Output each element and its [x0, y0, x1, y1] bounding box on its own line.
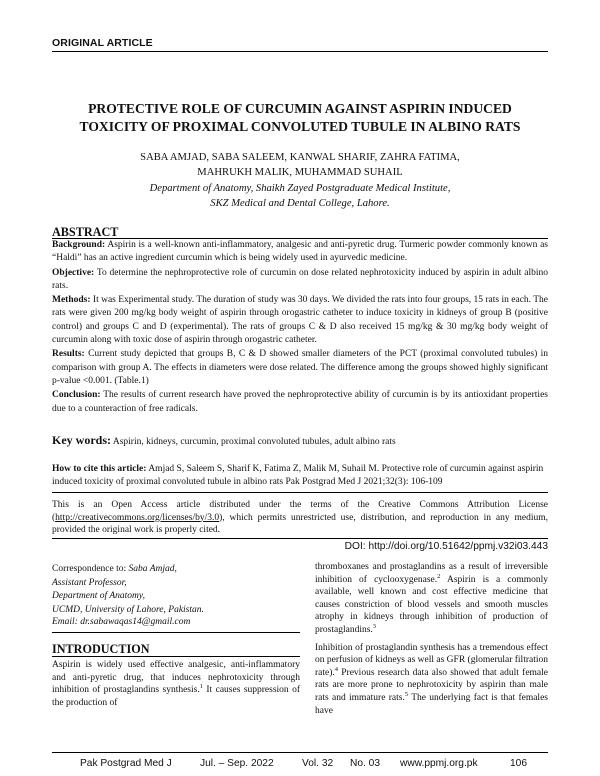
- conclusion-text: The results of current research have proved the nephroprotective ability of curcumin is by its antioxidant properties due to a counteraction of free radicals.: [52, 390, 548, 414]
- intro-ref-1: 1: [199, 683, 203, 691]
- title-line-2: TOXICITY OF PROXIMAL CONVOLUTED TUBULE IN ALBINO RATS: [79, 119, 521, 134]
- methods-label: Methods:: [52, 295, 91, 306]
- authors-line-2: MAHRUKH MALIK, MUHAMMAD SUHAIL: [197, 167, 403, 178]
- abstract-heading: ABSTRACT: [52, 225, 119, 239]
- col2-p1-cont: Aspirin is a commonly available, well known and cost effective medicine that causes constriction of blood vessels and smooth muscles atrophy in kidneys through inhibition of production of prostaglandins.: [315, 574, 549, 635]
- article-type-label: ORIGINAL ARTICLE: [52, 37, 153, 49]
- abstract-objective: [52, 267, 548, 294]
- objective-label: Objective:: [52, 267, 95, 278]
- authors-line-1: SABA AMJAD, SABA SALEEM, KANWAL SHARIF, ZAHRA FATIMA,: [140, 152, 460, 163]
- header-rule: [52, 51, 548, 52]
- correspondence-institution: UCMD, University of Lahore, Pakistan.: [52, 604, 204, 615]
- introduction-heading: INTRODUCTION: [52, 642, 150, 656]
- correspondence-rule: [52, 632, 300, 633]
- abstract-results: [52, 348, 548, 388]
- license-rule: [52, 538, 548, 539]
- col2-ref-3: 3: [372, 622, 377, 630]
- methods-text: It was Experimental study. The duration of study was 30 days. We divided the rats into four groups, 15 rats in each. The rats were given 200 mg/kg body weight of aspirin through orogastric catheter to induce toxicity in kidneys of group B (positive control) and groups C and D (experimental). The rats of groups C & D also received 15 mg/kg & 30 mg/kg body weight of curcumin along with toxic dose of aspirin through orogastric catheter.: [52, 295, 549, 346]
- col2-p1-text: thromboxanes and prostaglandins as a result of irreversible inhibition of cyclooxygenase.: [315, 562, 548, 585]
- col2-p2-end: The underlying fact is that females have: [315, 692, 548, 716]
- results-text: Current study depicted that groups B, C & D showed smaller diameters of the PCT (proximal convoluted tubules) in comparison with group A. The effects in diameters were dose related. The difference among the groups showed highly significant p-value <0.001. (Table.1): [52, 349, 549, 386]
- abstract-methods: [52, 294, 548, 347]
- correspondence-name: Saba Amjad,: [128, 564, 177, 574]
- intro-text-end: It causes suppression of the production of: [52, 685, 301, 708]
- keywords-label: Key words:: [52, 433, 111, 447]
- correspondence-line-1: [52, 563, 300, 577]
- col2-paragraph-1: [315, 561, 548, 637]
- title-line-1: PROTECTIVE ROLE OF CURCUMIN AGAINST ASPIRIN INDUCED: [88, 101, 512, 116]
- background-text: Aspirin is a well-known anti-inflammatory, analgesic and anti-pyretic drug. Turmeric powder commonly known as “Haldi” has an active ingredient curcumin which is being widely used in ayurvedic medicine.: [52, 240, 548, 264]
- col2-paragraph-2: [315, 642, 548, 718]
- footer-number: No. 03: [350, 758, 381, 769]
- conclusion-label: Conclusion:: [52, 390, 101, 401]
- footer-volume: Vol. 32: [302, 758, 334, 769]
- citation: [52, 463, 548, 489]
- introduction-paragraph: [52, 659, 300, 709]
- affiliation-line-2: SKZ Medical and Dental College, Lahore.: [210, 198, 390, 209]
- footer-website[interactable]: www.ppmj.org.pk: [400, 758, 478, 769]
- background-label: Background:: [52, 240, 106, 250]
- doi-link[interactable]: DOI: http://doi.org/10.51642/ppmj.v32i03.443: [344, 541, 548, 552]
- license-text-after: ), which permits unrestricted use, distribution, and reproduction in any medium, provided the original work is properly cited.: [52, 512, 548, 535]
- introduction-rule: [52, 656, 300, 657]
- keywords: [52, 433, 548, 448]
- objective-text: To determine the nephroprotective role of curcumin on dose related nephrotoxicity induced by aspirin in adult albino rats.: [52, 267, 548, 291]
- results-label: Results:: [52, 349, 85, 360]
- col2-ref-5: 5: [404, 690, 409, 698]
- citation-rule: [52, 492, 548, 493]
- right-column-text: [315, 561, 548, 722]
- license-notice: [52, 499, 548, 537]
- license-link[interactable]: http://creativecommons.org/licenses/by/3.0: [55, 512, 220, 523]
- citation-authors: Amjad S, Saleem S, Sharif K, Fatima Z, Malik M, Suhail M.: [148, 464, 380, 474]
- abstract-body: [52, 239, 548, 416]
- citation-text: Protective role of curcumin against aspirin induced toxicity of proximal convoluted tubule in albino rats Pak Postgrad Med J 2021;32(3): 106-109: [52, 464, 544, 487]
- correspondence-department: Department of Anatomy,: [52, 591, 145, 601]
- affiliation-line-1: Department of Anatomy, Shaikh Zayed Postgraduate Medical Institute,: [149, 183, 451, 194]
- footer-rule: [52, 752, 548, 753]
- abstract-conclusion: [52, 389, 548, 416]
- abstract-background: [52, 239, 548, 266]
- correspondence-title: Assistant Professor,: [52, 577, 127, 588]
- col2-ref-4: 4: [334, 665, 339, 673]
- correspondence-email[interactable]: Email: dr.sabawaqas14@gmail.com: [52, 617, 191, 627]
- footer-issue-date: Jul. – Sep. 2022: [200, 758, 274, 769]
- author-list: [60, 150, 540, 180]
- correspondence-label: Correspondence to:: [52, 564, 127, 574]
- col2-p2-cont: Previous research data also showed that adult female rats are more prone to nephrotoxicity by aspirin than male rats and immature rats.: [315, 667, 548, 703]
- footer-page-number: 106: [510, 758, 527, 769]
- footer-journal: Pak Postgrad Med J: [80, 758, 172, 769]
- col2-ref-2: 2: [437, 572, 441, 580]
- correspondence-block: [52, 563, 300, 617]
- intro-text: Aspirin is widely used effective analgesic, anti-inflammatory and anti-pyretic drug, that induces nephrotoxicity through inhibition of prostaglandins synthesis.: [52, 660, 300, 696]
- citation-label: How to cite this article:: [52, 464, 147, 474]
- affiliation: [60, 181, 540, 211]
- col2-p2-text: Inhibition of prostaglandin synthesis has a tremendous effect on perfusion of kidneys as well as GFR (glomerular filtration rate).: [315, 642, 548, 678]
- license-text-before: This is an Open Access article distributed under the terms of the Creative Commons Attribution License (: [52, 500, 548, 523]
- article-title: [60, 100, 540, 136]
- keywords-text: Aspirin, kidneys, curcumin, proximal convoluted tubules, adult albino rats: [112, 437, 396, 447]
